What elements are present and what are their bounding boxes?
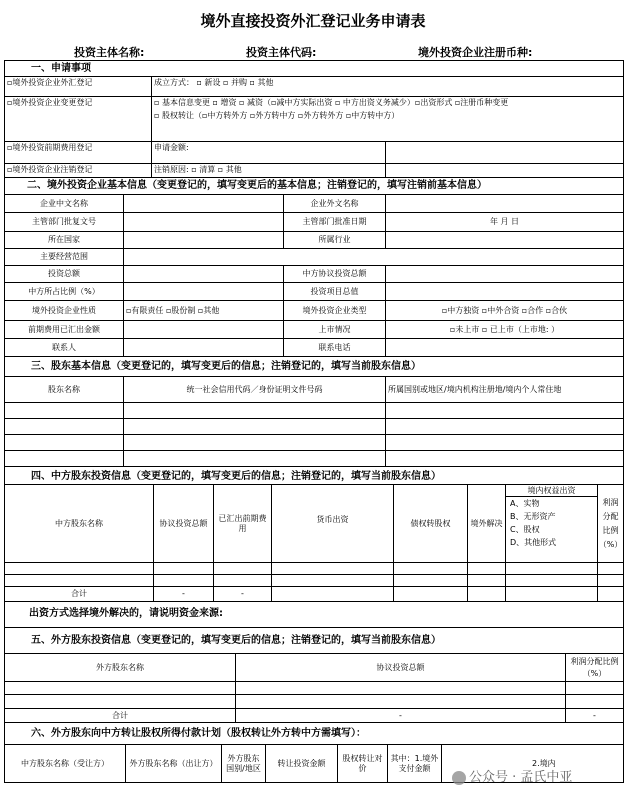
prefee-register-checkbox[interactable]: ▫境外投资前期费用登记 (7, 143, 93, 152)
s5-data-row (5, 681, 623, 694)
foreign-profit-ratio-header: 利润分配比例（%） (565, 654, 623, 681)
apply-amount-input[interactable] (385, 142, 623, 163)
s2-row-scope (5, 248, 623, 265)
foreign-total-agreed-dash: - (235, 709, 565, 722)
cn-prefee-cell[interactable] (213, 563, 271, 574)
foreign-ratio-cell[interactable] (565, 695, 623, 708)
shareholder-name-cell[interactable] (5, 419, 123, 434)
shareholder-name-cell[interactable] (5, 403, 123, 418)
s2-row-names (5, 194, 623, 212)
overseas-solution-header: 境外解决 (467, 485, 505, 562)
s3-data-row (5, 402, 623, 418)
transfer-amount-header: 转让投资金额 (265, 745, 337, 782)
overseas-cell[interactable] (467, 563, 505, 574)
en-name-input[interactable] (385, 195, 623, 212)
approval-no-label: 主管部门批复文号 (32, 217, 96, 226)
cn-profit-ratio-header: 利润分配比例（%） (597, 485, 623, 562)
change-register-checkbox[interactable]: ▫境外投资企业变更登记 (7, 98, 93, 107)
approval-date-label: 主管部门批准日期 (283, 213, 385, 231)
form-title: 境外直接投资外汇登记业务申请表 (200, 12, 426, 30)
cn-prefee-header: 已汇出前期费用 (213, 485, 271, 562)
s3-data-row (5, 434, 623, 450)
cancel-reason-input[interactable] (385, 164, 623, 177)
watermark (452, 766, 572, 785)
credit-code-header: 统一社会信用代码／身份证明文件号码 (123, 377, 385, 402)
foreign-shareholder-header: 外方股东名称 (96, 662, 144, 672)
overseas-cell[interactable] (467, 575, 505, 586)
cn-shareholder-cell[interactable] (5, 563, 153, 574)
region-cell[interactable] (385, 435, 623, 450)
cn-total-input[interactable] (385, 266, 623, 282)
section-1-header (5, 61, 623, 76)
cn-shareholder-header: 中方股东名称 (55, 518, 103, 528)
cash-cell[interactable] (271, 563, 393, 574)
foreign-country-header: 外方股东国别/地区 (221, 745, 265, 782)
s5-header-row (5, 653, 623, 681)
overseas-total-cell[interactable] (467, 587, 505, 601)
region-cell[interactable] (385, 403, 623, 418)
type-options[interactable]: ▫中方独资 ▫中外合资 ▫合作 ▫合伙 (385, 301, 623, 320)
currency-label: 境外投资企业注册币种: (418, 46, 533, 59)
industry-input[interactable] (385, 232, 623, 248)
s1-row-fx-register (5, 76, 623, 96)
equity-transfer-options[interactable]: ▫ 股权转让（▫中方转外方 ▫外方转中方 ▫外方转外方 ▫中方转中方） (154, 111, 400, 120)
debt-cell[interactable] (393, 563, 467, 574)
region-cell[interactable] (385, 419, 623, 434)
debt-total-cell[interactable] (393, 587, 467, 601)
s4-total-row (5, 586, 623, 601)
domestic-total-cell[interactable] (505, 587, 597, 601)
domestic-equity-header (505, 485, 597, 562)
s2-row-approval (5, 212, 623, 231)
s2-row-total (5, 265, 623, 282)
nature-label: 境外投资企业性质 (32, 305, 96, 315)
s1-row-cancel (5, 163, 623, 177)
foreign-agreed-total-header: 协议投资总额 (235, 654, 565, 681)
fx-register-checkbox[interactable]: ▫境外投资企业外汇登记 (7, 78, 93, 87)
cn-name-input[interactable] (123, 195, 283, 212)
s2-row-nature (5, 300, 623, 320)
foreign-agreed-cell[interactable] (235, 682, 565, 694)
transfer-price-header: 股权转让对价 (337, 745, 387, 782)
scope-input[interactable] (123, 249, 623, 265)
debt-cell[interactable] (393, 575, 467, 586)
watermark-text: 公众号 · 孟氏中亚 (469, 770, 573, 785)
fund-source-row (5, 601, 623, 627)
industry-label: 所属行业 (283, 232, 385, 248)
s1-row-prefee (5, 141, 623, 163)
project-total-label: 投资项目总值 (283, 283, 385, 300)
phone-input[interactable] (385, 339, 623, 356)
shareholder-name-cell[interactable] (5, 451, 123, 466)
foreign-shareholder-cell[interactable] (5, 695, 235, 708)
domestic-equity-title: 境内权益出资 (506, 485, 597, 497)
region-cell[interactable] (385, 451, 623, 466)
establish-method-options[interactable]: 成立方式： ▫ 新设 ▫ 并购 ▫ 其他 (151, 77, 623, 96)
s2-row-contact (5, 338, 623, 356)
cn-ratio-cell[interactable] (597, 563, 623, 574)
cn-total-prefee-dash: - (213, 587, 271, 601)
domestic-equity-types: A、实物 B、无形资产 C、股权 D、其他形式 (510, 499, 557, 547)
transferor-header: 外方股东名称（出让方） (125, 745, 221, 782)
credit-code-cell[interactable] (123, 435, 385, 450)
debt-to-equity-header: 债权转股权 (393, 485, 467, 562)
approval-no-input[interactable] (123, 213, 283, 231)
cn-agreed-total-cell[interactable] (153, 575, 213, 586)
section-6-title: 六、外方股东向中方转让股权所得付款计划（股权转让外方转中方需填写）： (31, 728, 366, 739)
section-3-header (5, 356, 623, 376)
project-total-input[interactable] (385, 283, 623, 300)
cn-ratio-total-cell[interactable] (597, 587, 623, 601)
approval-date-input[interactable]: 年 月 日 (385, 213, 623, 231)
region-header: 所属国别或地区/境内机构注册地/境内个人常住地 (385, 377, 623, 402)
cn-ratio-label: 中方所占比例（%） (28, 286, 100, 296)
section-2-header (5, 177, 623, 194)
section-4-title: 四、中方股东投资信息（变更登记的，填写变更后的信息；注销登记的，填写当前股东信息） (31, 471, 441, 482)
s3-data-row (5, 418, 623, 434)
foreign-total-ratio-dash: - (565, 709, 623, 722)
s4-data-row (5, 574, 623, 586)
cn-total-label: 合计 (71, 589, 87, 598)
listed-label: 上市情况 (283, 321, 385, 338)
section-2-title: 二、境外投资企业基本信息（变更登记的，填写变更后的基本信息；注销登记的，填写注销前基本信息） (27, 180, 487, 191)
cn-prefee-cell[interactable] (213, 575, 271, 586)
nature-options[interactable]: ▫有限责任 ▫股份制 ▫其他 (123, 301, 283, 320)
section-1-title: 一、申请事项 (31, 63, 91, 74)
scope-label: 主要经营范围 (40, 252, 88, 261)
cn-total-agreed-dash: - (153, 587, 213, 601)
s4-data-row (5, 562, 623, 574)
cn-ratio-cell[interactable] (597, 575, 623, 586)
transferee-header: 中方股东名称（受让方） (21, 758, 109, 768)
cn-total-label: 中方协议投资总额 (283, 266, 385, 282)
credit-code-cell[interactable] (123, 451, 385, 466)
change-type-options[interactable]: ▫ 基本信息变更 ▫ 增资 ▫ 减资（▫减中方实际出资 ▫ 中方出资义务减少）▫出资形式 ▫注册币种变更 (154, 98, 509, 107)
s3-data-row (5, 450, 623, 466)
domestic-cell[interactable] (505, 563, 597, 574)
s2-row-prefee (5, 320, 623, 338)
application-form (4, 60, 624, 783)
shareholder-name-cell[interactable] (5, 435, 123, 450)
cancel-reason-options[interactable]: 注销原因: ▫ 清算 ▫ 其他 (151, 164, 385, 177)
change-options-cell (151, 97, 623, 141)
en-name-label: 企业外文名称 (283, 195, 385, 212)
s1-row-change-register (5, 96, 623, 141)
credit-code-cell[interactable] (123, 419, 385, 434)
cash-total-cell[interactable] (271, 587, 393, 601)
investor-name-label: 投资主体名称: (74, 46, 145, 59)
country-label: 所在国家 (48, 235, 80, 244)
cancel-register-checkbox[interactable]: ▫境外投资企业注销登记 (7, 165, 93, 174)
s2-row-ratio (5, 282, 623, 300)
shareholder-name-header: 股东名称 (48, 384, 80, 394)
section-4-header (5, 466, 623, 484)
cash-contribution-header: 货币出资 (271, 485, 393, 562)
foreign-shareholder-cell[interactable] (5, 682, 235, 694)
foreign-total-label: 合计 (112, 710, 128, 720)
section-3-title: 三、股东基本信息（变更登记的，填写变更后的信息；注销登记的，填写当前股东信息） (31, 361, 421, 372)
prefee-remitted-label: 前期费用已汇出金额 (28, 324, 100, 334)
investor-code-label: 投资主体代码: (246, 46, 317, 59)
type-label: 境外投资企业类型 (283, 301, 385, 320)
section-5-header (5, 627, 623, 653)
cn-agreed-total-cell[interactable] (153, 563, 213, 574)
cn-agreed-total-header: 协议投资总额 (153, 485, 213, 562)
cn-ratio-input[interactable] (123, 283, 283, 300)
wechat-icon (452, 771, 466, 785)
credit-code-cell[interactable] (123, 403, 385, 418)
s5-total-row (5, 708, 623, 722)
phone-label: 联系电话 (283, 339, 385, 356)
domestic-cell[interactable] (505, 575, 597, 586)
listed-options[interactable]: ▫未上市 ▫ 已上市（上市地: ） (385, 321, 623, 338)
prefee-remitted-input[interactable] (123, 321, 283, 338)
foreign-agreed-cell[interactable] (235, 695, 565, 708)
domestic-payment-header: 2.境内 (441, 745, 623, 782)
cn-shareholder-cell[interactable] (5, 575, 153, 586)
contact-label: 联系人 (52, 342, 76, 352)
contact-input[interactable] (123, 339, 283, 356)
cash-cell[interactable] (271, 575, 393, 586)
s2-row-country (5, 231, 623, 248)
total-investment-label: 投资总额 (48, 269, 80, 278)
section-6-header (5, 722, 623, 744)
country-input[interactable] (123, 232, 283, 248)
overseas-payment-header: 其中：1.境外支付金额 (387, 745, 441, 782)
s5-data-row (5, 694, 623, 708)
apply-amount-label: 申请金额: (151, 142, 385, 163)
total-investment-input[interactable] (123, 266, 283, 282)
fund-source-note[interactable]: 出资方式选择境外解决的，请说明资金来源: (29, 608, 223, 619)
s4-header-row (5, 484, 623, 562)
section-5-title: 五、外方股东投资信息（变更登记的，填写变更后的信息；注销登记的，填写当前股东信息） (31, 635, 441, 646)
cn-name-label: 企业中文名称 (40, 198, 88, 208)
s3-header-row (5, 376, 623, 402)
foreign-ratio-cell[interactable] (565, 682, 623, 694)
